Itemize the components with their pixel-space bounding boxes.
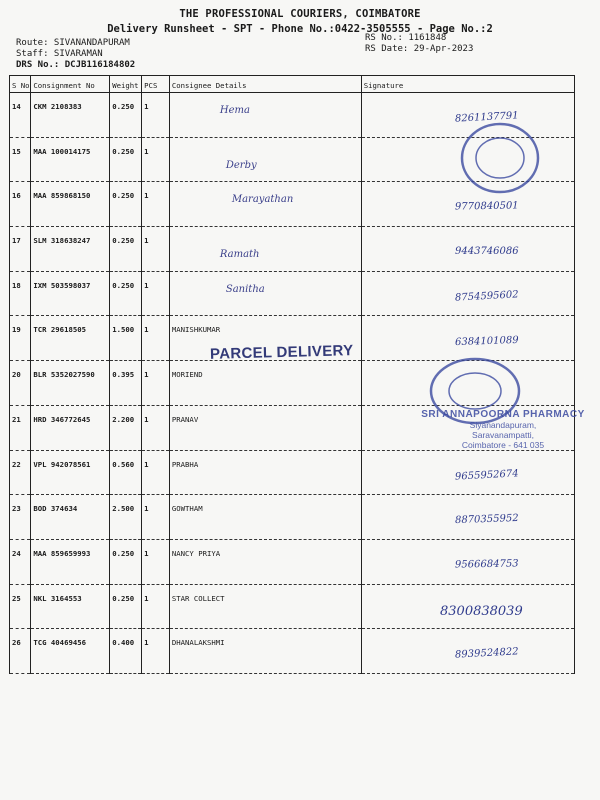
pharmacy-name: SRI ANNAPOORNA PHARMACY	[421, 409, 585, 420]
sno-cell: 22	[10, 450, 31, 495]
weight-cell: 0.250	[110, 539, 142, 584]
header-consignment: Consignment No	[31, 76, 110, 93]
consignment-cell: IXM 503598037	[31, 271, 110, 316]
sno-cell: 14	[10, 93, 31, 138]
consignee-name: STAR COLLECT	[171, 593, 225, 603]
sno-cell: 19	[10, 316, 31, 361]
table-row	[10, 584, 575, 629]
consignment-cell: HRD 346772645	[31, 405, 110, 450]
signature-phone: 9770840501	[454, 200, 519, 213]
consignee-cell	[169, 93, 361, 138]
handwritten-name: Ramath	[219, 249, 260, 261]
consignee-cell	[169, 182, 361, 227]
sno-cell: 26	[10, 629, 31, 674]
weight-cell: 0.560	[110, 450, 142, 495]
handwritten-name: Sanitha	[225, 283, 265, 295]
weight-cell: 0.250	[110, 227, 142, 272]
table-row	[10, 539, 575, 584]
pharmacy-address-line1: Siyanandapuram,	[469, 420, 537, 430]
consignment-cell: MAA 859659993	[31, 539, 110, 584]
weight-cell: 0.400	[110, 629, 142, 674]
consignee-cell	[169, 361, 361, 406]
table-row	[10, 227, 575, 272]
consignee-name: PRABHA	[171, 459, 199, 469]
sno-cell: 16	[10, 182, 31, 227]
sno-cell: 18	[10, 271, 31, 316]
consignee-cell	[169, 495, 361, 540]
pharmacy-stamp	[418, 410, 588, 450]
weight-cell: 0.250	[110, 584, 142, 629]
document-subtitle: Delivery Runsheet - SPT - Phone No.:0422-3505555 - Page No.:2	[107, 23, 493, 35]
sno-cell: 24	[10, 539, 31, 584]
signature-cell	[361, 584, 574, 629]
weight-cell: 0.395	[110, 361, 142, 406]
header-pcs: PCS	[142, 76, 170, 93]
pcs-cell: 1	[142, 361, 170, 406]
weight-cell: 0.250	[110, 271, 142, 316]
header-sno: S No	[10, 76, 31, 93]
sno-cell: 25	[10, 584, 31, 629]
company-seal-icon	[455, 118, 545, 198]
consignee-name: GOWTHAM	[171, 504, 203, 514]
signature-cell	[361, 316, 574, 361]
signature-phone: 8870355952	[454, 513, 519, 527]
rs-number: RS No.: 1161848	[365, 33, 447, 43]
pharmacy-address-line3: Coimbatore - 641 035	[461, 440, 545, 450]
consignee-cell	[169, 137, 361, 182]
signature-phone: 9566684753	[454, 558, 519, 571]
pcs-cell: 1	[142, 271, 170, 316]
consignment-cell: VPL 942078561	[31, 450, 110, 495]
pcs-cell: 1	[142, 316, 170, 361]
weight-cell: 2.200	[110, 405, 142, 450]
header-consignee: Consignee Details	[169, 76, 361, 93]
table-row	[10, 495, 575, 540]
route-label: Route: SIVANANDAPURAM	[16, 38, 130, 48]
handwritten-name: Hema	[219, 105, 250, 116]
table-row	[10, 271, 575, 316]
signature-phone: 8261137791	[454, 110, 519, 125]
consignment-cell: NKL 3164553	[31, 584, 110, 629]
weight-cell: 0.250	[110, 93, 142, 138]
consignment-cell: BLR 5352027590	[31, 361, 110, 406]
table-row	[10, 629, 575, 674]
table-header	[10, 76, 575, 93]
consignment-cell: MAA 859868150	[31, 182, 110, 227]
weight-cell: 0.250	[110, 137, 142, 182]
pcs-cell: 1	[142, 137, 170, 182]
consignee-name: MANISHKUMAR	[171, 325, 221, 335]
consignee-cell	[169, 539, 361, 584]
signature-phone: 9655952674	[454, 467, 519, 483]
pharmacy-address-line2: Saravanampatti,	[472, 430, 534, 440]
consignee-name: NANCY PRIYA	[171, 548, 221, 558]
consignee-cell	[169, 450, 361, 495]
table-row	[10, 450, 575, 495]
consignee-cell	[169, 227, 361, 272]
pcs-cell: 1	[142, 450, 170, 495]
sno-cell: 17	[10, 227, 31, 272]
pcs-cell: 1	[142, 584, 170, 629]
handwritten-name: Marayathan	[231, 194, 294, 206]
route-info	[16, 38, 135, 71]
consignment-cell: MAA 100014175	[31, 137, 110, 182]
header-signature: Signature	[361, 76, 574, 93]
consignee-cell	[169, 405, 361, 450]
sno-cell: 21	[10, 405, 31, 450]
pcs-cell: 1	[142, 539, 170, 584]
staff-label: Staff: SIVARAMAN	[16, 49, 103, 59]
consignee-cell	[169, 629, 361, 674]
consignee-name: PRANAV	[171, 414, 199, 424]
weight-cell: 2.500	[110, 495, 142, 540]
signature-phone: 9443746086	[455, 246, 519, 258]
document-title: THE PROFESSIONAL COURIERS, COIMBATORE	[179, 8, 421, 20]
consignment-cell: TCG 40469456	[31, 629, 110, 674]
pcs-cell: 1	[142, 495, 170, 540]
consignee-cell	[169, 584, 361, 629]
pcs-cell: 1	[142, 227, 170, 272]
rs-date: RS Date: 29-Apr-2023	[365, 44, 474, 54]
signature-phone: 6384101089	[454, 334, 519, 348]
weight-cell: 1.500	[110, 316, 142, 361]
weight-cell: 0.250	[110, 182, 142, 227]
pcs-cell: 1	[142, 182, 170, 227]
signature-cell	[361, 495, 574, 540]
drs-number: DRS No.: DCJB116184802	[16, 60, 136, 70]
sno-cell: 23	[10, 495, 31, 540]
consignment-cell: CKM 2108383	[31, 93, 110, 138]
pcs-cell: 1	[142, 405, 170, 450]
signature-cell	[361, 227, 574, 272]
pcs-cell: 1	[142, 93, 170, 138]
consignee-name: DHANALAKSHMI	[171, 638, 225, 648]
consignee-cell	[169, 271, 361, 316]
pcs-cell: 1	[142, 629, 170, 674]
signature-phone: 8754595602	[454, 289, 519, 304]
signature-phone: 8300838039	[440, 603, 523, 619]
signature-cell	[361, 450, 574, 495]
sno-cell: 15	[10, 137, 31, 182]
signature-cell	[361, 629, 574, 674]
consignment-cell: BOD 374634	[31, 495, 110, 540]
signature-cell	[361, 271, 574, 316]
runsheet-info	[365, 33, 473, 55]
sno-cell: 20	[10, 361, 31, 406]
parcel-delivery-stamp: PARCEL DELIVERY	[209, 342, 354, 363]
consignment-cell: SLM 318638247	[31, 227, 110, 272]
consignee-name: MORIEND	[171, 370, 203, 380]
signature-phone: 8939524822	[454, 646, 519, 662]
handwritten-name: Derby	[225, 159, 257, 171]
header-weight: Weight	[110, 76, 142, 93]
consignment-cell: TCR 29618505	[31, 316, 110, 361]
signature-cell	[361, 539, 574, 584]
